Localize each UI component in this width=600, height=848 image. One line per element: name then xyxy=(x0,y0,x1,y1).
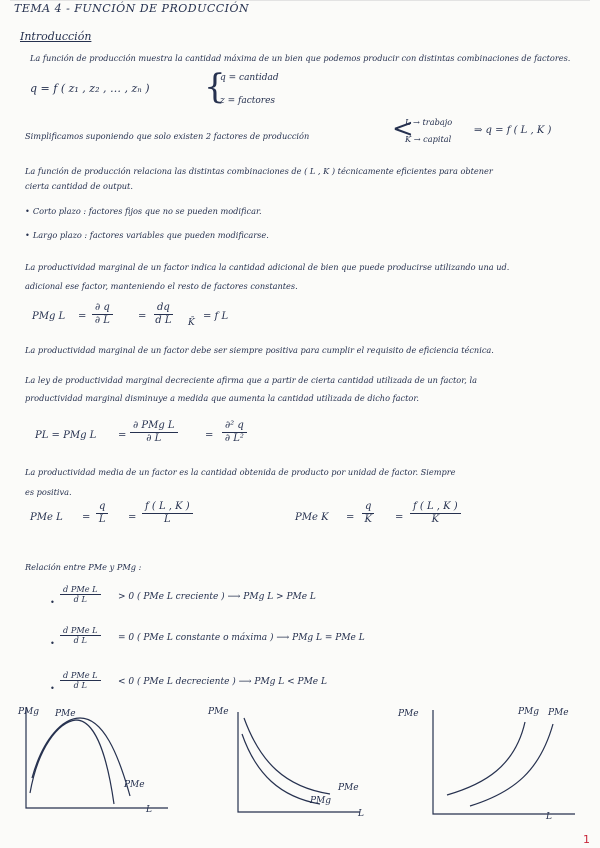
graph3-svg xyxy=(425,710,595,820)
equals-sign: = xyxy=(205,430,214,441)
graph2-x-label: L xyxy=(358,809,364,819)
pmg-lhs: PMg L xyxy=(32,311,66,322)
simplified-function: ⇒ q = f ( L , K ) xyxy=(474,125,552,136)
pmg-equation-end: = f L xyxy=(203,311,229,322)
pme-labour-lhs: PMe L xyxy=(30,512,63,523)
section-heading: Introducción xyxy=(20,30,92,43)
equals-sign: = xyxy=(82,512,91,523)
equals-sign: = xyxy=(346,512,355,523)
legend-q: q = cantidad xyxy=(220,73,279,83)
graph1-top-label: PMe xyxy=(55,709,76,719)
equals-sign: = xyxy=(78,311,87,322)
graph2-pme-curve xyxy=(244,718,330,794)
legend-brace: { xyxy=(204,67,226,107)
relation-2-denominator: d L xyxy=(73,635,87,646)
diminishing-returns-law-1: La ley de productividad marginal decreciente afirma que a partir de cierta cantidad utilizada de un factor, la xyxy=(25,375,477,385)
equals-sign: = xyxy=(395,512,404,523)
pme-capital-function-denominator: K xyxy=(431,513,440,525)
graph3-x-label: L xyxy=(546,812,552,822)
pmg-partial-denominator: ∂ L xyxy=(94,314,110,326)
average-productivity-definition-2: es positiva. xyxy=(25,487,72,497)
production-function-equation: q = f ( z₁ , z₂ , … , zₙ ) xyxy=(30,82,150,95)
graph1-y-label: PMg xyxy=(18,707,40,717)
relation-1-denominator: d L xyxy=(73,594,87,605)
relation-2-text: = 0 ( PMe L constante o máxima ) ⟶ PMg L = PMe L xyxy=(118,633,365,643)
pmg-partial-fraction xyxy=(92,302,113,326)
graph2-axes xyxy=(238,712,360,812)
relation-3-fraction xyxy=(60,671,101,691)
page-title: TEMA 4 - FUNCIÓN DE PRODUCCIÓN xyxy=(14,2,250,15)
pme-labour-fraction xyxy=(96,501,108,525)
graph3-pmg-curve xyxy=(447,722,525,795)
graph2-pmg-curve xyxy=(242,734,320,804)
legend-z: z = factores xyxy=(220,96,276,106)
pme-labour-function-numerator: f ( L , K ) xyxy=(142,501,193,514)
pme-capital-lhs: PMe K xyxy=(295,512,329,523)
relation-1-numerator: d PMe L xyxy=(60,585,101,595)
marginal-productivity-definition-2: adicional ese factor, manteniendo el resto de factores constantes. xyxy=(25,281,298,291)
bullet: • xyxy=(50,683,55,693)
combinations-line-2: cierta cantidad de output. xyxy=(25,181,133,191)
law-first-denominator: ∂ L xyxy=(146,432,162,444)
bullet: • xyxy=(50,597,55,607)
relations-heading: Relación entre PMe y PMg : xyxy=(25,562,142,572)
relation-2-fraction xyxy=(60,626,101,646)
pmg-derivative-numerator: dq xyxy=(154,302,173,315)
law-first-numerator: ∂ PMg L xyxy=(130,420,178,433)
short-run-item: • Corto plazo : factores fijos que no se pueden modificar. xyxy=(25,206,262,216)
law-second-numerator: ∂² q xyxy=(222,420,247,433)
law-second-fraction xyxy=(222,420,247,444)
bullet: • xyxy=(50,638,55,648)
graph3-pme-curve xyxy=(470,724,553,806)
graph3-axes xyxy=(433,710,575,814)
graph2-curve2-label: PMg xyxy=(310,796,332,806)
pme-capital-function-numerator: f ( L , K ) xyxy=(410,501,461,514)
equals-sign: = xyxy=(128,512,137,523)
graph1-x-label: L xyxy=(146,805,152,815)
pme-labour-denominator: L xyxy=(98,513,106,525)
pme-labour-numerator: q xyxy=(96,501,108,514)
relation-3-numerator: d PMe L xyxy=(60,671,101,681)
long-run-item: • Largo plazo : factores variables que pueden modificarse. xyxy=(25,230,269,240)
relation-3-text: < 0 ( PMe L decreciente ) ⟶ PMg L < PMe L xyxy=(118,677,327,687)
law-second-denominator: ∂ L² xyxy=(224,432,244,444)
graph1-svg xyxy=(18,708,178,818)
pme-capital-denominator: K xyxy=(364,513,372,525)
law-lhs: PL = PMg L xyxy=(35,430,97,441)
graph3-curve2-label: PMe xyxy=(548,708,569,718)
pmg-derivative-fraction xyxy=(154,302,173,326)
relation-1-fraction xyxy=(60,585,101,605)
graph2-curve1-label: PMe xyxy=(338,783,359,793)
pme-capital-function-fraction xyxy=(410,501,461,525)
capital-fixed-subscript: K̄ xyxy=(188,318,195,328)
graph2-y-label: PMe xyxy=(208,707,229,717)
pme-capital-fraction xyxy=(362,501,374,525)
page-top-edge xyxy=(10,0,590,1)
relation-2-numerator: d PMe L xyxy=(60,626,101,636)
diminishing-returns-law-2: productividad marginal disminuye a medida que aumenta la cantidad utilizada de dicho factor. xyxy=(25,393,419,403)
graph3-y-label: PMe xyxy=(398,709,419,719)
intro-definition: La función de producción muestra la cantidad máxima de un bien que podemos producir con distintas combinaciones de factores. xyxy=(30,53,571,63)
pme-labour-function-denominator: L xyxy=(164,513,171,525)
equals-sign: = xyxy=(138,311,147,322)
relation-3-denominator: d L xyxy=(73,680,87,691)
average-productivity-definition-1: La productividad media de un factor es la cantidad obtenida de producto por unidad de factor. Siempre xyxy=(25,467,456,477)
graph3-curve1-label: PMg xyxy=(518,707,540,717)
factor-brace: < xyxy=(392,114,414,144)
relation-1-text: > 0 ( PMe L creciente ) ⟶ PMg L > PMe L xyxy=(118,592,316,602)
pme-capital-numerator: q xyxy=(362,501,374,514)
positivity-condition: La productividad marginal de un factor debe ser siempre positiva para cumplir el requisito de eficiencia técnica. xyxy=(25,345,494,355)
factor-capital: K → capital xyxy=(405,134,452,144)
combinations-line-1: La función de producción relaciona las distintas combinaciones de ( L , K ) técnicamente eficientes para obtener xyxy=(25,166,493,176)
graph1-curve-label: PMe xyxy=(124,780,145,790)
graph1-pmg-curve xyxy=(30,720,114,804)
pmg-partial-numerator: ∂ q xyxy=(92,302,113,315)
law-first-fraction xyxy=(130,420,178,444)
factor-labour: L → trabajo xyxy=(405,117,453,127)
pme-labour-function-fraction xyxy=(142,501,193,525)
marginal-productivity-definition-1: La productividad marginal de un factor indica la cantidad adicional de bien que puede producirse utilizando una ud. xyxy=(25,262,510,272)
equals-sign: = xyxy=(118,430,127,441)
graph1-pme-curve xyxy=(32,718,130,796)
page-number: 1 xyxy=(583,833,590,846)
pmg-derivative-denominator: d L xyxy=(155,314,172,326)
simplify-text: Simplificamos suponiendo que solo existen 2 factores de producción xyxy=(25,131,310,141)
graph1-axes xyxy=(26,708,168,808)
graph2-svg xyxy=(230,712,390,822)
